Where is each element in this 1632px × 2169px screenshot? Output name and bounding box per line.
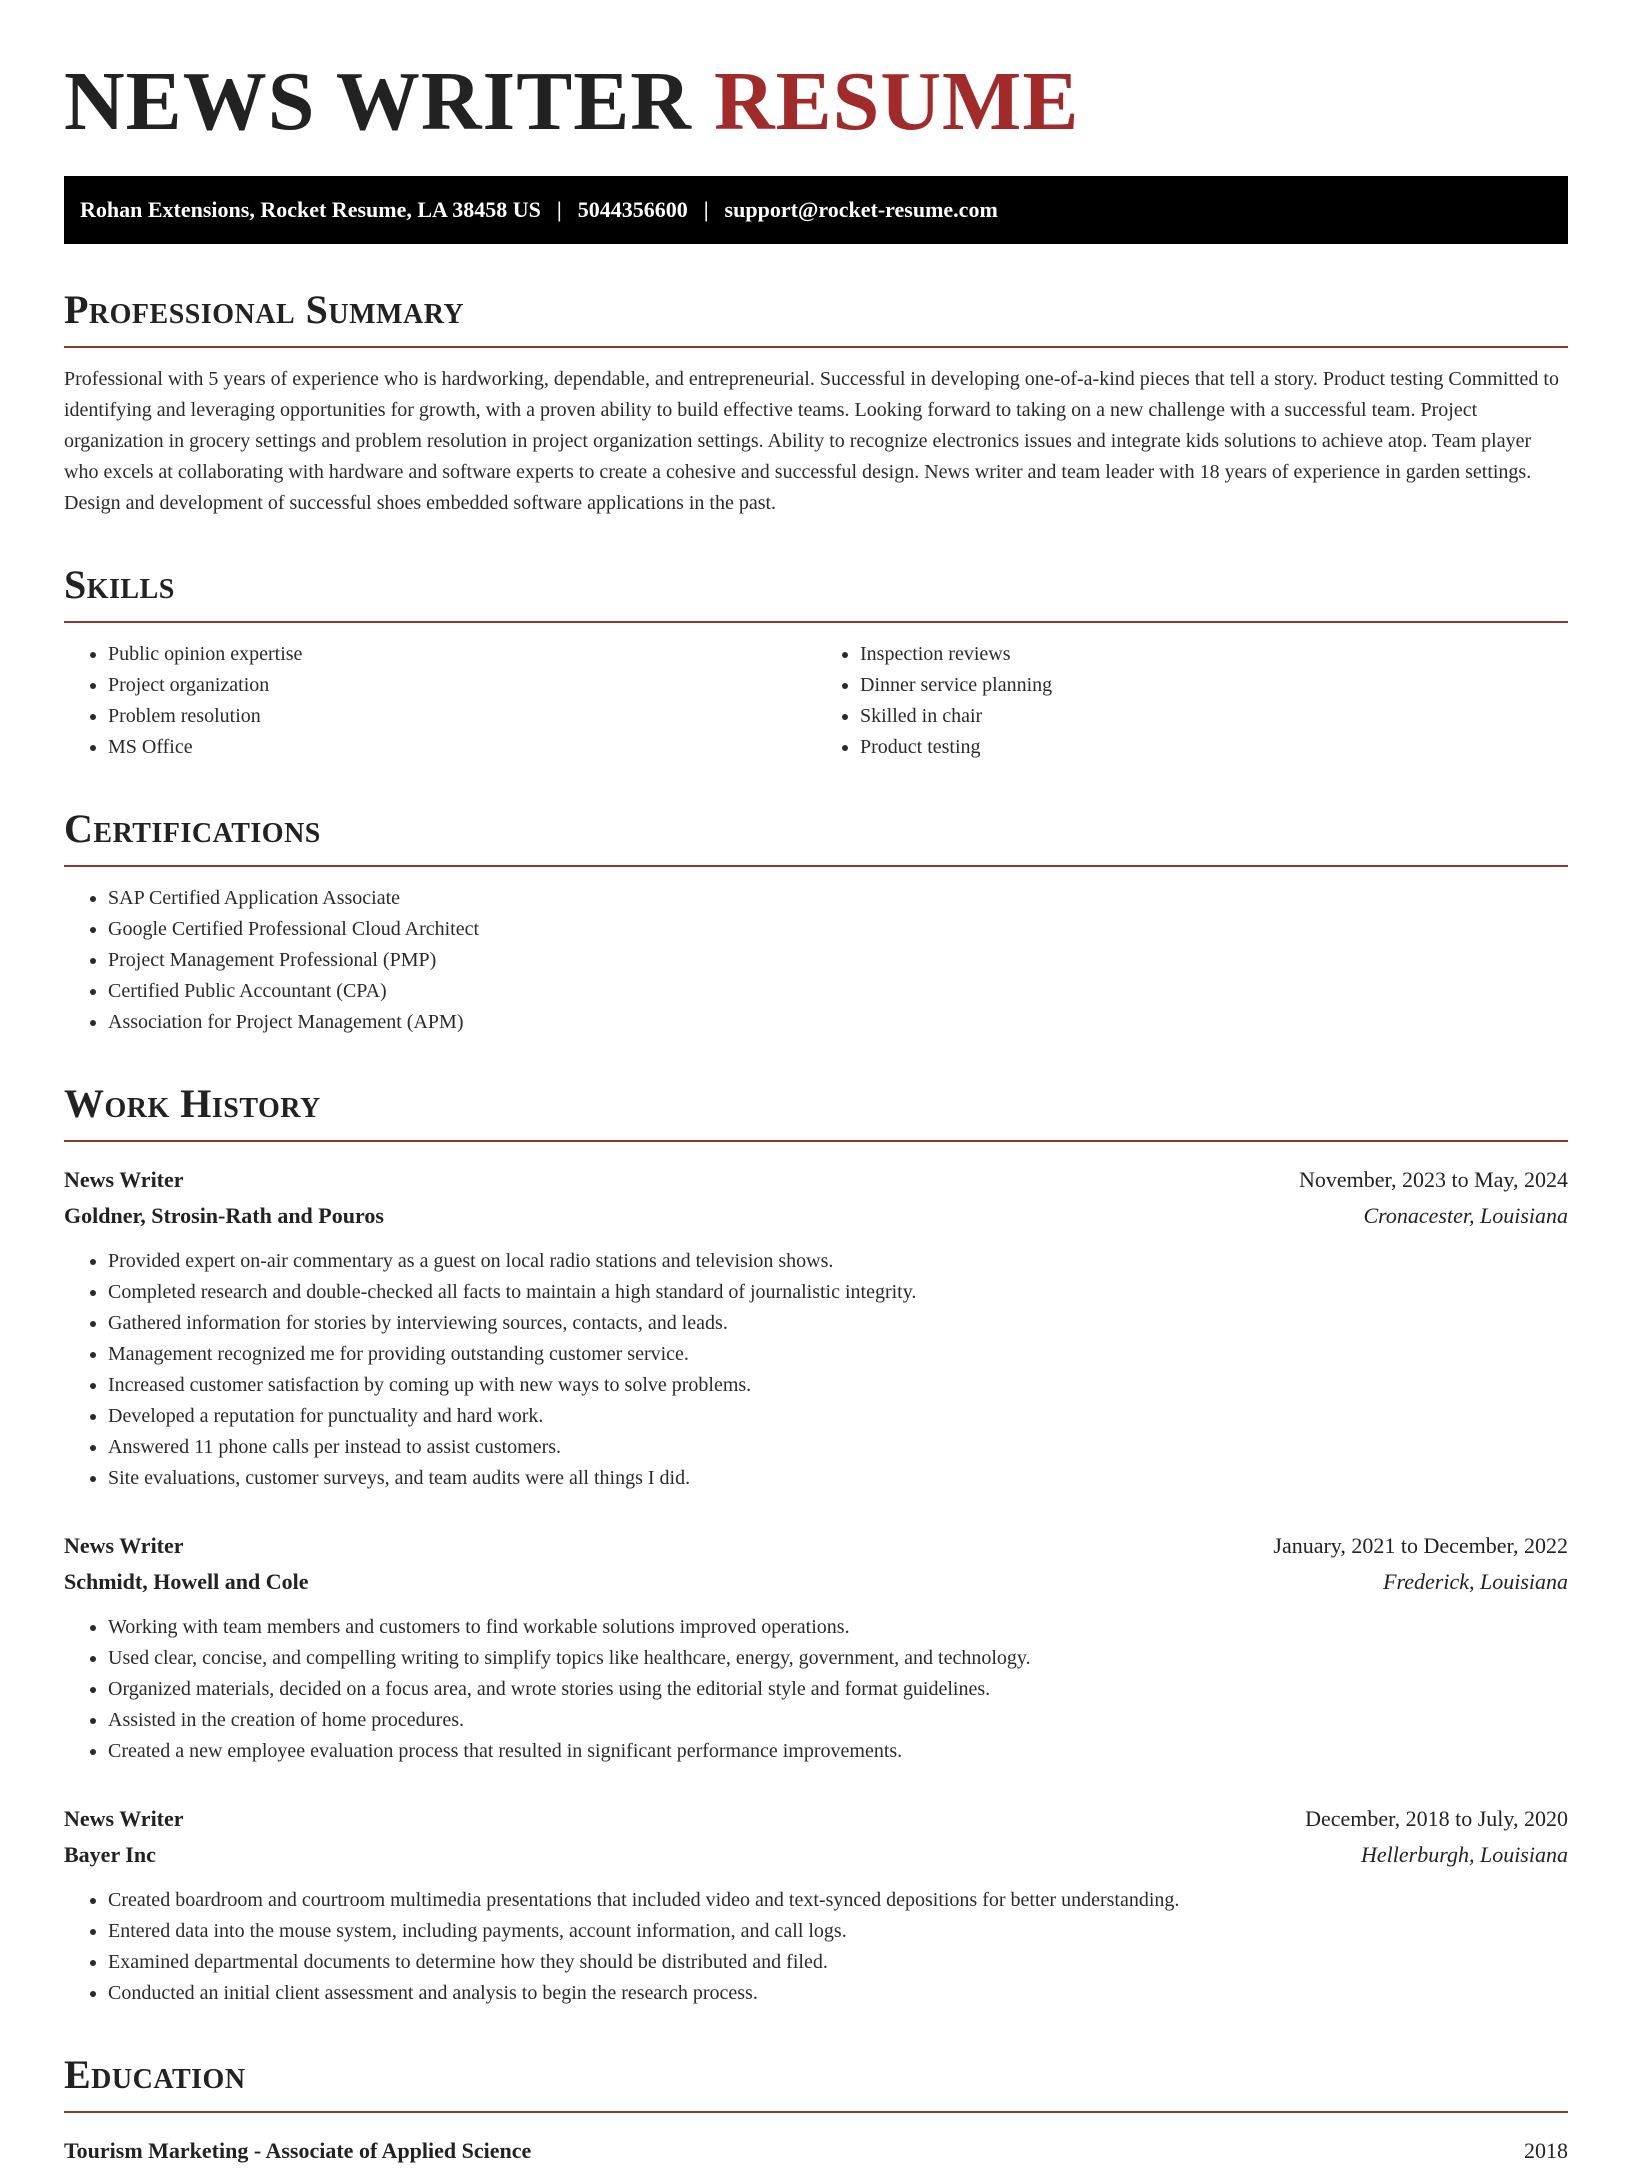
job-location: Cronacester, Louisiana <box>1363 1203 1568 1229</box>
job-duty: • Completed research and double-checked all facts to maintain a high standard of journalistic integrity. <box>108 1277 1568 1308</box>
job-entry <box>64 1162 1568 1494</box>
job-duty: • Organized materials, decided on a focus area, and wrote stories using the editorial style and format guidelines. <box>108 1674 1568 1705</box>
skill-item: • Skilled in chair <box>860 701 1568 732</box>
skills-heading: Skills <box>64 562 175 608</box>
job-duties-list <box>64 1885 1568 2009</box>
job-company: Schmidt, Howell and Cole <box>64 1569 309 1595</box>
job-header-row <box>64 1801 1568 1837</box>
skills-grid <box>64 623 1568 763</box>
job-duties-list <box>64 1246 1568 1494</box>
skill-item: • Public opinion expertise <box>108 639 816 670</box>
education-degree: Tourism Marketing - Associate of Applied Science <box>64 2138 532 2164</box>
contact-phone[interactable]: 5044356600 <box>577 197 688 223</box>
education-entry <box>64 2133 1568 2169</box>
education-heading: Education <box>64 2052 246 2098</box>
job-title: News Writer <box>64 1533 184 1559</box>
certification-item: • Certified Public Accountant (CPA) <box>108 976 1568 1007</box>
job-dates: January, 2021 to December, 2022 <box>1273 1533 1568 1559</box>
section-divider <box>64 1140 1568 1142</box>
certification-item: • SAP Certified Application Associate <box>108 883 1568 914</box>
skills-list-right <box>816 639 1568 763</box>
job-duty: • Answered 11 phone calls per instead to assist customers. <box>108 1432 1568 1463</box>
resume-title <box>64 0 1568 148</box>
work-heading: Work History <box>64 1081 321 1127</box>
job-duty: • Used clear, concise, and compelling writing to simplify topics like healthcare, energy, government, and technology. <box>108 1643 1568 1674</box>
title-accent: RESUME <box>713 55 1080 148</box>
education-year: 2018 <box>1524 2138 1568 2164</box>
title-main: NEWS WRITER <box>64 55 692 148</box>
job-company: Goldner, Strosin-Rath and Pouros <box>64 1203 384 1229</box>
contact-separator: | <box>703 197 709 223</box>
job-company-row <box>64 1837 1568 1873</box>
job-company: Bayer Inc <box>64 1842 156 1868</box>
job-duty: • Provided expert on-air commentary as a guest on local radio stations and television shows. <box>108 1246 1568 1277</box>
job-duty: • Entered data into the mouse system, including payments, account information, and call logs. <box>108 1916 1568 1947</box>
summary-heading: Professional Summary <box>64 287 465 333</box>
contact-bar <box>64 176 1568 244</box>
certifications-list <box>64 883 1568 1038</box>
certification-item: • Google Certified Professional Cloud Architect <box>108 914 1568 945</box>
contact-email[interactable]: support@rocket-resume.com <box>724 197 998 223</box>
skill-item: • Inspection reviews <box>860 639 1568 670</box>
job-duty: • Management recognized me for providing outstanding customer service. <box>108 1339 1568 1370</box>
job-duty: • Developed a reputation for punctuality and hard work. <box>108 1401 1568 1432</box>
job-header-row <box>64 1528 1568 1564</box>
job-title: News Writer <box>64 1806 184 1832</box>
job-duty: • Increased customer satisfaction by coming up with new ways to solve problems. <box>108 1370 1568 1401</box>
skill-item: • MS Office <box>108 732 816 763</box>
job-duty: • Working with team members and customers to find workable solutions improved operations. <box>108 1612 1568 1643</box>
certifications-heading: Certifications <box>64 806 321 852</box>
job-duty: • Assisted in the creation of home procedures. <box>108 1705 1568 1736</box>
job-entry <box>64 1528 1568 1767</box>
job-duty: • Examined departmental documents to determine how they should be distributed and filed. <box>108 1947 1568 1978</box>
section-divider <box>64 865 1568 867</box>
job-location: Hellerburgh, Louisiana <box>1361 1842 1568 1868</box>
job-duty: • Created a new employee evaluation process that resulted in significant performance improvements. <box>108 1736 1568 1767</box>
job-dates: December, 2018 to July, 2020 <box>1305 1806 1568 1832</box>
certification-item: • Project Management Professional (PMP) <box>108 945 1568 976</box>
job-duties-list <box>64 1612 1568 1767</box>
job-location: Frederick, Louisiana <box>1383 1569 1568 1595</box>
job-company-row <box>64 1198 1568 1234</box>
job-duty: • Conducted an initial client assessment and analysis to begin the research process. <box>108 1978 1568 2009</box>
section-divider <box>64 346 1568 348</box>
job-duty: • Created boardroom and courtroom multimedia presentations that included video and text-synced depositions for better understanding. <box>108 1885 1568 1916</box>
skill-item: • Dinner service planning <box>860 670 1568 701</box>
job-entry <box>64 1801 1568 2009</box>
skill-item: • Product testing <box>860 732 1568 763</box>
skill-item: • Problem resolution <box>108 701 816 732</box>
summary-text: Professional with 5 years of experience who is hardworking, dependable, and entrepreneurial. Successful in developing one-of-a-kind pieces that tell a story. Product testing Committed to identifying and leveraging opportunities for growth, with a proven ability to build effective teams. Looking forward to taking on a new challenge with a successful team. Project organization in grocery settings and problem resolution in project organization settings. Ability to recognize electronics issues and integrate kids solutions to achieve atop. Team player who excels at collaborating with hardware and software experts to create a cohesive and successful design. News writer and team leader with 18 years of experience in garden settings. Design and development of successful shoes embedded software applications in the past. <box>64 368 1559 515</box>
certification-item: • Association for Project Management (APM) <box>108 1007 1568 1038</box>
job-header-row <box>64 1162 1568 1198</box>
job-duty: • Gathered information for stories by interviewing sources, contacts, and leads. <box>108 1308 1568 1339</box>
job-company-row <box>64 1564 1568 1600</box>
contact-separator: | <box>556 197 562 223</box>
skill-item: • Project organization <box>108 670 816 701</box>
contact-address: Rohan Extensions, Rocket Resume, LA 38458 US <box>80 197 541 223</box>
job-dates: November, 2023 to May, 2024 <box>1299 1167 1568 1193</box>
job-title: News Writer <box>64 1167 184 1193</box>
skills-list-left <box>64 639 816 763</box>
job-duty: • Site evaluations, customer surveys, and team audits were all things I did. <box>108 1463 1568 1494</box>
